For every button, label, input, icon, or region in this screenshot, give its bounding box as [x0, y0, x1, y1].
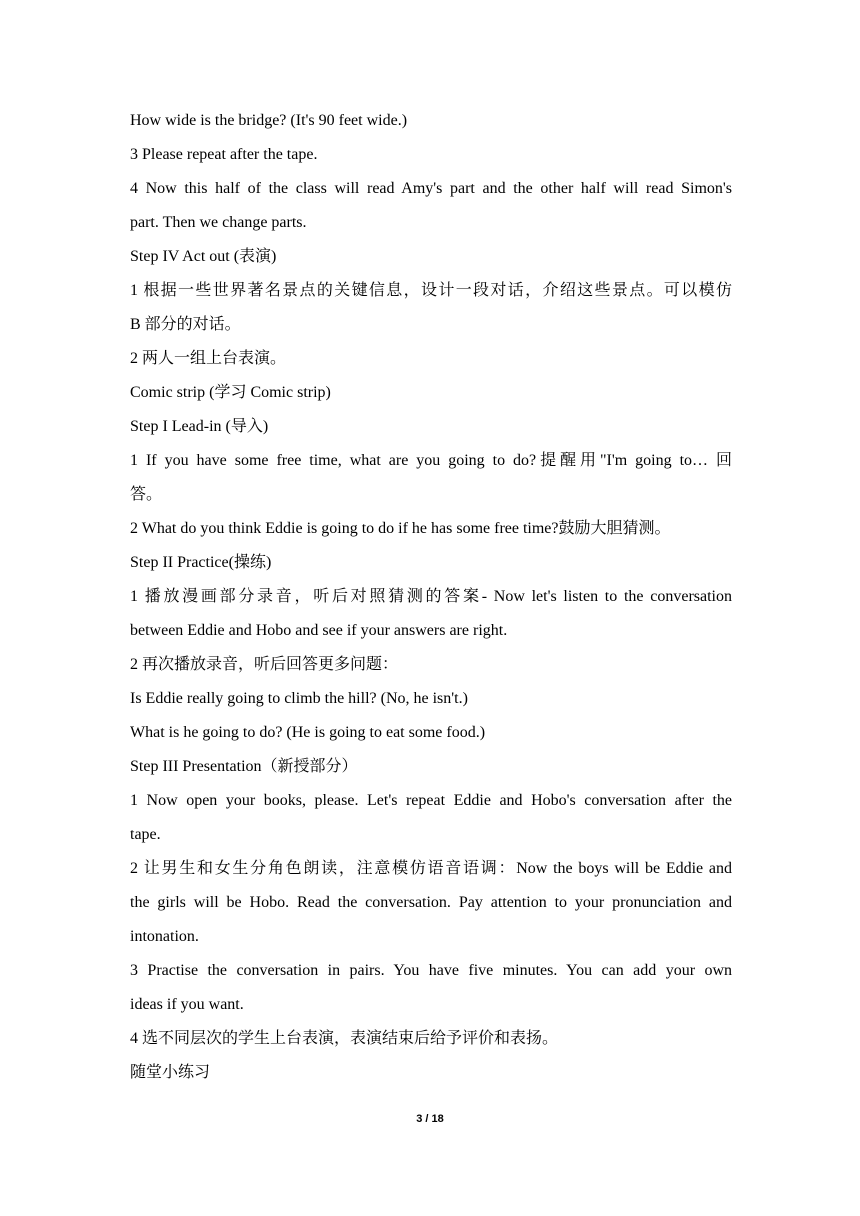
text-line: 2 让男生和女生分角色朗读，注意模仿语音语调：Now the boys will be Eddie and — [130, 860, 732, 877]
text-line: ideas if you want. — [130, 996, 244, 1013]
section-heading: Step II Practice(操练) — [130, 554, 272, 571]
section-heading: Step III Presentation（新授部分） — [130, 758, 358, 775]
text-line: 2 再次播放录音，听后回答更多问题： — [130, 656, 399, 673]
text-line: 1 根据一些世界著名景点的关键信息，设计一段对话，介绍这些景点。可以模仿 — [130, 282, 732, 299]
section-heading: Step I Lead-in (导入) — [130, 418, 269, 435]
text-line: 1 If you have some free time, what are you going to do?提醒用"I'm going to… 回 — [130, 452, 732, 469]
text-line: intonation. — [130, 928, 199, 945]
text-line: tape. — [130, 826, 161, 843]
text-line: part. Then we change parts. — [130, 214, 307, 231]
section-heading: Step IV Act out (表演) — [130, 248, 277, 265]
text-line: 答。 — [130, 486, 163, 503]
text-line: 1 Now open your books, please. Let's repeat Eddie and Hobo's conversation after the — [130, 792, 732, 809]
text-line: 2 What do you think Eddie is going to do if he has some free time?鼓励大胆猜测。 — [130, 520, 671, 537]
text-line: 1 播放漫画部分录音，听后对照猜测的答案- Now let's listen to the conversation — [130, 588, 732, 605]
text-line: 4 选不同层次的学生上台表演，表演结束后给予评价和表扬。 — [130, 1030, 559, 1047]
text-line: between Eddie and Hobo and see if your answers are right. — [130, 622, 508, 639]
text-line: B 部分的对话。 — [130, 316, 241, 333]
page-number: 3 / 18 — [416, 1113, 444, 1125]
text-line: What is he going to do? (He is going to eat some food.) — [130, 724, 486, 741]
text-line: How wide is the bridge? (It's 90 feet wide.) — [130, 112, 408, 129]
text-line: 3 Please repeat after the tape. — [130, 146, 318, 163]
document-body — [130, 104, 732, 1090]
text-line: 4 Now this half of the class will read Amy's part and the other half will read Simon's — [130, 180, 732, 197]
text-line: 2 两人一组上台表演。 — [130, 350, 287, 367]
text-line: 3 Practise the conversation in pairs. You have five minutes. You can add your own — [130, 962, 732, 979]
text-line: 随堂小练习 — [130, 1064, 211, 1081]
section-heading: Comic strip (学习 Comic strip) — [130, 384, 331, 401]
text-line: Is Eddie really going to climb the hill? (No, he isn't.) — [130, 690, 468, 707]
text-line: the girls will be Hobo. Read the conversation. Pay attention to your pronunciation and — [130, 894, 732, 911]
